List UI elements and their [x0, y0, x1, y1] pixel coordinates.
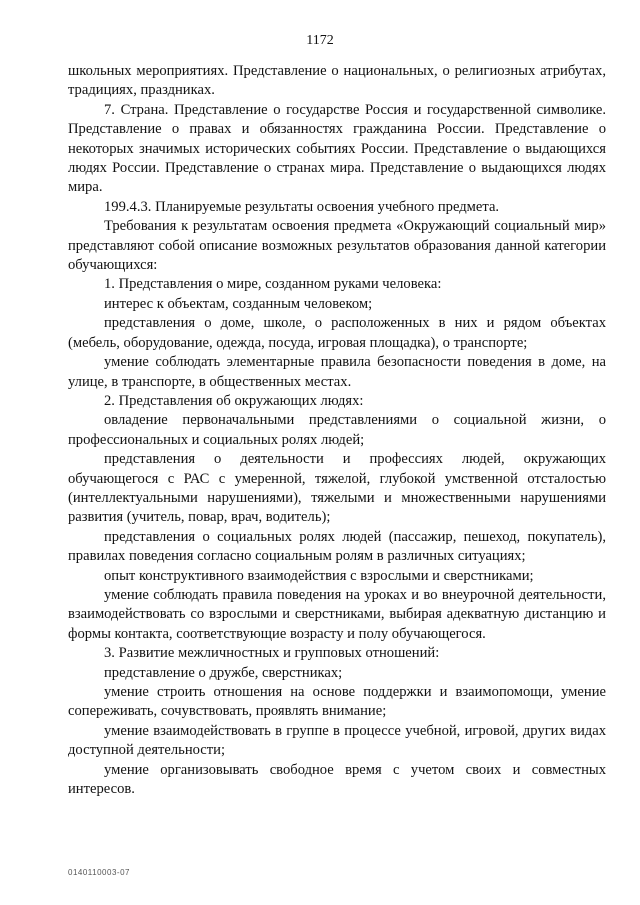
document-body [68, 62, 606, 799]
list-heading: 3. Развитие межличностных и групповых отношений: [104, 645, 440, 662]
list-item: умение строить отношения на основе поддержки и взаимопомощи, умение сопереживать, сочувствовать, проявлять внимание; [68, 684, 606, 720]
list-item: интерес к объектам, созданным человеком; [104, 295, 373, 312]
list-item: опыт конструктивного взаимодействия с взрослыми и сверстниками; [104, 567, 534, 584]
paragraph: 7. Страна. Представление о государстве Россия и государственной символике. Представление о правах и обязанностях гражданина России. Представление о некоторых значимых исторических событиях России. Представление о выдающихся людях России. Представление о странах мира. Представление о выдающихся людях мира. [68, 101, 606, 196]
list-item: представления о социальных ролях людей (пассажир, пешеход, покупатель), правилах поведения согласно социальным ролям в различных ситуациях; [68, 528, 606, 565]
list-item: овладение первоначальными представлениями о социальной жизни, о профессиональных и социальных ролях людей; [68, 412, 606, 448]
list-item: представления о деятельности и профессиях людей, окружающих обучающегося с РАС с умеренной, тяжелой, глубокой умственной отсталостью (интеллектуальными нарушениями), тяжелыми и множественными нарушениями развития (учитель, повар, врач, водитель); [68, 451, 606, 526]
paragraph: школьных мероприятиях. Представление о национальных, о религиозных атрибутах, традициях, праздниках. [68, 63, 606, 99]
list-item: умение соблюдать элементарные правила безопасности поведения в доме, на улице, в транспорте, в общественных местах. [68, 354, 606, 390]
list-item: умение организовывать свободное время с учетом своих и совместных интересов. [68, 761, 606, 798]
list-item: умение взаимодействовать в группе в процессе учебной, игровой, других видах доступной деятельности; [68, 722, 606, 759]
section-heading: 199.4.3. Планируемые результаты освоения учебного предмета. [104, 198, 500, 215]
list-item: представления о доме, школе, о расположенных в них и рядом объектах (мебель, оборудование, одежда, посуда, игровая площадка), о транспорте; [68, 315, 606, 351]
document-code: 0140110003-07 [68, 868, 130, 877]
paragraph: Требования к результатам освоения предмета «Окружающий социальный мир» представляют собой описание возможных результатов образования данной категории обучающихся: [68, 218, 606, 274]
list-heading: 1. Представления о мире, созданном руками человека: [104, 276, 442, 293]
page-number: 1172 [306, 33, 334, 48]
list-item: умение соблюдать правила поведения на уроках и во внеурочной деятельности, взаимодействовать со взрослыми и сверстниками, выбирая адекватную дистанцию и формы контакта, соответствующие возрасту и полу обучающегося. [68, 586, 606, 642]
list-heading: 2. Представления об окружающих людях: [104, 392, 364, 409]
list-item: представление о дружбе, сверстниках; [104, 664, 343, 681]
